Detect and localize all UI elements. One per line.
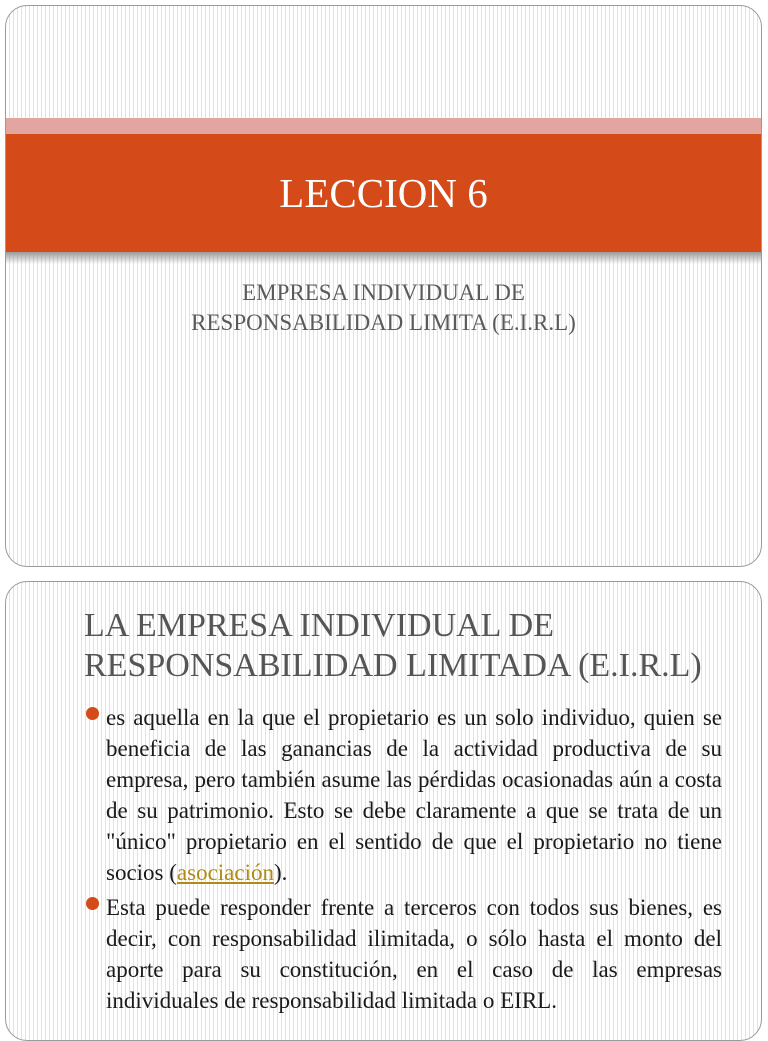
bullet-1-text: es aquella en la que el propietario es un solo individuo, quien se beneficia de las ganancias de la actividad productiva de su empresa, pero también asume las pérdidas ocasionadas aún a costa de su patrimonio. Esto se debe claramente a que se trata de un "único" propietario en el sentido de que el propietario no tiene socios ( — [106, 705, 722, 885]
asociacion-link[interactable]: asociación — [176, 860, 274, 885]
slide-title: LECCION 6 — [279, 170, 488, 216]
title-band-highlight — [6, 118, 761, 134]
bullet-1-text-end: ). — [274, 860, 288, 885]
bullet-dot-icon — [86, 707, 99, 720]
subtitle-line-1: EMPRESA INDIVIDUAL DE — [242, 280, 525, 305]
content-heading — [84, 606, 731, 686]
bullet-item-1 — [84, 702, 722, 888]
title-slide — [5, 5, 762, 567]
bullet-2-text: Esta puede responder frente a terceros con todos sus bienes, es decir, con responsabilidad ilimitada, o sólo hasta el monto del aporte para su constitución, en el caso de las empresas individuales de responsabilidad limitada o EIRL. — [106, 895, 722, 1013]
bullet-item-2 — [84, 892, 722, 1016]
slide-subtitle — [66, 278, 701, 338]
bullet-dot-icon — [86, 897, 99, 910]
title-band-shadow — [6, 252, 761, 264]
content-slide — [5, 581, 762, 1041]
subtitle-line-2: RESPONSABILIDAD LIMITA (E.I.R.L) — [191, 310, 576, 335]
heading-line-1: LA EMPRESA INDIVIDUAL DE — [84, 607, 555, 644]
heading-line-2: RESPONSABILIDAD LIMITADA (E.I.R.L) — [84, 647, 702, 684]
bullet-list — [84, 702, 722, 1020]
